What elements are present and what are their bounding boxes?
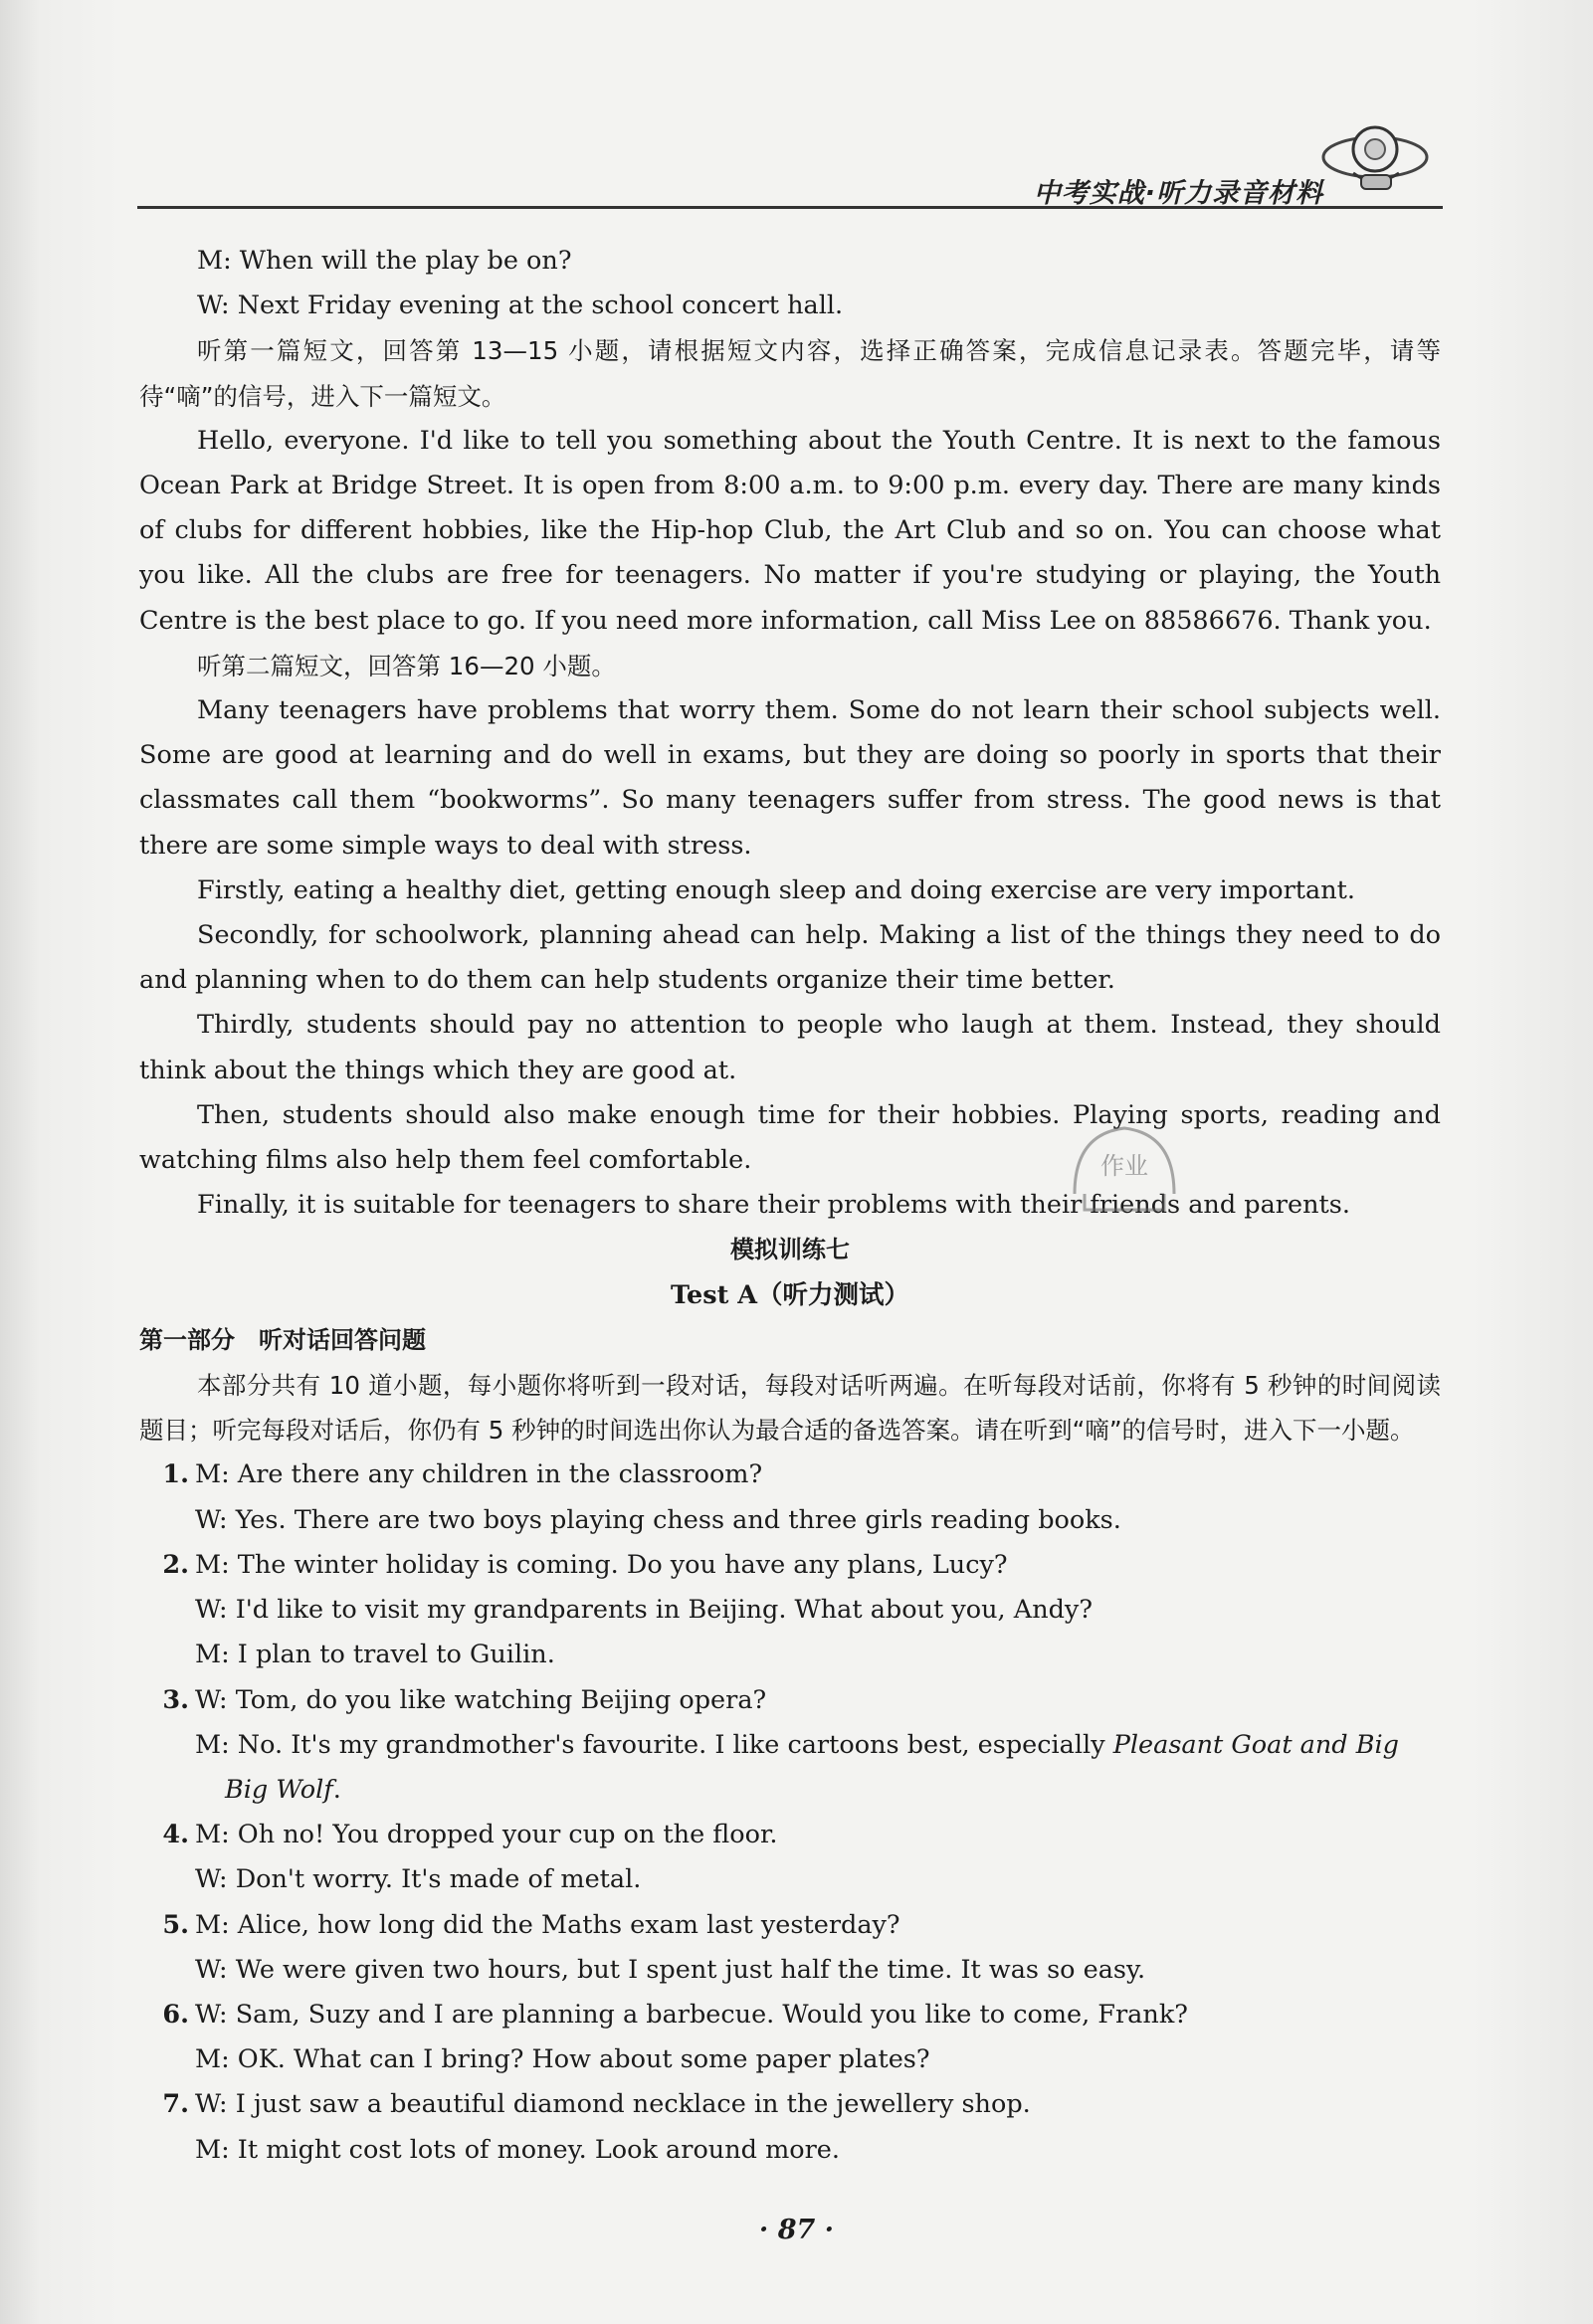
question-item — [139, 1678, 1441, 1814]
section-heading: 模拟训练七 — [730, 1236, 850, 1264]
passage-2-para-1: Many teenagers have problems that worry them. Some do not learn their school subjects well. Some are good at learning and do well in exams, but they are doing so poorly in sports that their classmates call them “bookworms”. So many teenagers suffer from stress. The good news is that there are some simple ways to deal with stress. — [139, 695, 1441, 861]
question-number: 6. — [162, 1999, 189, 2030]
dialog-line: M: OK. What can I bring? How about some paper plates? — [195, 2044, 930, 2075]
dialog-line: M: Are there any children in the classroom? — [195, 1459, 763, 1490]
question-number: 1. — [162, 1459, 189, 1490]
dialog-line: W: We were given two hours, but I spent just half the time. It was so easy. — [195, 1954, 1146, 1985]
dialog-line: W: Don't worry. It's made of metal. — [195, 1864, 642, 1895]
passage-2-para-6: Finally, it is suitable for teenagers to share their problems with their friends and parents. — [197, 1190, 1350, 1221]
dialog-line: W: I just saw a beautiful diamond necklace in the jewellery shop. — [195, 2089, 1031, 2120]
dialog-line: M: When will the play be on? — [197, 246, 572, 276]
stamp-text: 作业 — [1100, 1152, 1148, 1180]
header-title: 中考实战·听力录音材料 — [1033, 178, 1323, 209]
question-item — [139, 2082, 1441, 2172]
cartoon-title: Pleasant Goat and Big — [1112, 1729, 1399, 1760]
content — [139, 239, 1441, 2173]
dialog-text: W: Yes. There are two boys playing chess and three girls reading books. — [195, 1504, 1121, 1535]
dialog-text: M: No. It's my grandmother's favourite. I like cartoons best, especially — [195, 1729, 1105, 1760]
dialog-end: . — [332, 1774, 341, 1805]
homework-stamp-icon — [1055, 1114, 1194, 1224]
question-item — [139, 1813, 1441, 1902]
part-title: 第一部分 听对话回答问题 — [139, 1325, 426, 1354]
dialog-line: W: Sam, Suzy and I are planning a barbecue. Would you like to come, Frank? — [195, 1999, 1188, 2030]
question-item — [139, 1993, 1441, 2082]
question-number: 3. — [162, 1684, 189, 1715]
instruction-2: 听第二篇短文，回答第 16—20 小题。 — [197, 651, 616, 680]
dialog-line: M: Oh no! You dropped your cup on the floor. — [195, 1820, 778, 1850]
dialog-line — [195, 1498, 1441, 1543]
dialog-line: M: I plan to travel to Guilin. — [195, 1640, 555, 1670]
dialog-line: M: Alice, how long did the Maths exam last yesterday? — [195, 1909, 900, 1940]
dialog-line: W: I'd like to visit my grandparents in Beijing. What about you, Andy? — [195, 1595, 1094, 1626]
header-rule — [137, 206, 1443, 209]
passage-2-para-3: Secondly, for schoolwork, planning ahead can help. Making a list of the things they need to do and planning when to do them can help students organize their time better. — [139, 920, 1441, 996]
dialog-line — [195, 1723, 1441, 1768]
dialog-line: W: Tom, do you like watching Beijing opera? — [195, 1684, 767, 1715]
section-subheading: Test A（听力测试） — [670, 1279, 910, 1310]
question-number: 4. — [162, 1820, 189, 1850]
passage-2-para-5: Then, students should also make enough time for their hobbies. Playing sports, reading and watching films also help them feel comfortable. — [139, 1099, 1441, 1176]
passage-2-para-2: Firstly, eating a healthy diet, getting enough sleep and doing exercise are very important. — [197, 874, 1356, 905]
dialog-line: M: The winter holiday is coming. Do you have any plans, Lucy? — [195, 1549, 1008, 1580]
headphones-emblem-icon — [1303, 119, 1443, 209]
dialog-line: W: Next Friday evening at the school concert hall. — [197, 290, 844, 321]
passage-2-para-4: Thirdly, students should pay no attention to people who laugh at them. Instead, they should think about the things which they are good at. — [139, 1010, 1441, 1085]
page-header — [137, 119, 1443, 209]
part-instruction: 本部分共有 10 道小题，每小题你将听到一段对话，每段对话听两遍。在听每段对话前，你将有 5 秒钟的时间阅读题目；听完每段对话后，你仍有 5 秒钟的时间选出你认为最合适的备选答案。请在听到“嘀”的信号时，进入下一小题。 — [139, 1371, 1441, 1446]
question-number: 2. — [162, 1549, 189, 1580]
dialog-line: M: It might cost lots of money. Look around more. — [195, 2134, 840, 2165]
question-number: 5. — [162, 1909, 189, 1940]
instruction-1: 听第一篇短文，回答第 13—15 小题，请根据短文内容，选择正确答案，完成信息记录表。答题完毕，请等待“嘀”的信号，进入下一篇短文。 — [139, 336, 1441, 411]
question-item — [139, 1543, 1441, 1678]
question-item — [139, 1903, 1441, 1993]
question-item — [139, 1452, 1441, 1542]
page-number: · 87 · — [758, 2215, 835, 2245]
question-number: 7. — [162, 2089, 189, 2120]
passage-1: Hello, everyone. I'd like to tell you something about the Youth Centre. It is next to the famous Ocean Park at Bridge Street. It is open from 8:00 a.m. to 9:00 p.m. every day. There are many kinds of clubs for different hobbies, like the Hip-hop Club, the Art Club and so on. You can choose what you like. All the clubs are free for teenagers. No matter if you're studying or playing, the Youth Centre is the best place to go. If you need more information, call Miss Lee on 88586676. Thank you. — [139, 425, 1441, 636]
cartoon-title-cont: Big Wolf — [225, 1774, 333, 1805]
dialog-line — [195, 1768, 1441, 1813]
